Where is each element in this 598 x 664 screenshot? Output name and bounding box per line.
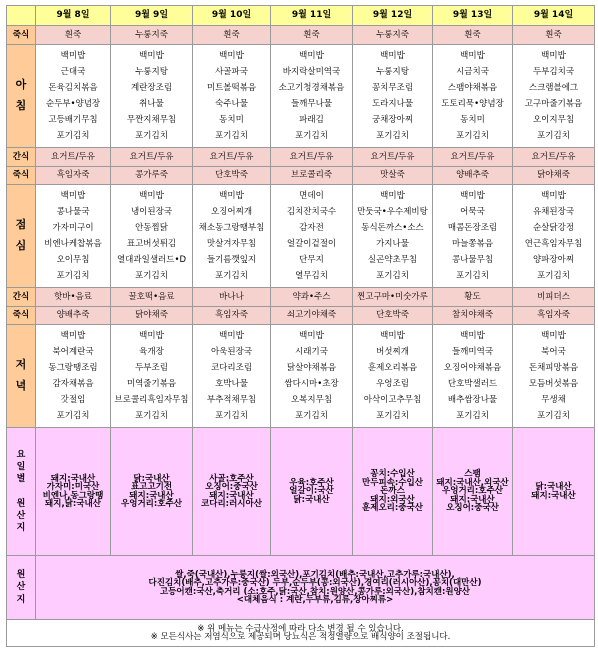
menu-item: 파래김 [299,115,324,125]
menu-item: 동치미 [219,115,244,125]
menu-item: 돈채피망볶음 [528,363,579,373]
origin-line: 우엉거리:호주산 [442,486,503,497]
origin-line: 사골:호주산 [209,473,254,484]
menu-item: 포기김치 [135,131,168,141]
afternoon-snack-cell: 핫바•음료 [36,288,111,307]
morning-snack-cell: 요거트/두유 [193,148,271,167]
dinner-porridge-cell: 단호박죽 [353,307,433,325]
lunch-menu-cell [193,185,271,288]
menu-item: 실곤약초무침 [367,255,418,265]
menu-sheet [6,5,594,647]
lunch-porridge-cell: 브로콜리죽 [271,167,353,185]
menu-item: 포기김치 [56,131,90,141]
dinner-menu-cell [111,325,193,428]
menu-item: 순두부•양념장 [45,99,101,109]
breakfast-menu-cell [111,45,193,148]
menu-item: 백미밥 [60,331,86,341]
dinner-porridge-cell: 닭야채죽 [111,307,193,325]
menu-item: 계란장조림 [130,83,173,93]
menu-item: 콩나물무침 [451,255,494,265]
menu-item: 포기김치 [376,271,409,281]
menu-item: 도토리묵•양념장 [441,99,504,109]
lunch-porridge-label: 죽식 [7,167,36,185]
menu-item: 단호박샐러드 [447,379,498,389]
menu-item: 백미밥 [299,51,324,61]
day-header: 9월 12일 [353,6,433,26]
afternoon-snack-cell: 황도 [433,288,513,307]
menu-item: 마늘쫑볶음 [451,239,494,249]
daily-origin-cell [36,428,111,556]
dinner-label: 저 녁 [7,325,36,428]
afternoon-snack-label: 간식 [7,288,36,307]
menu-item: 만둣국•우수제비탕 [357,207,428,217]
menu-item: 백미밥 [219,51,244,61]
morning-snack-cell: 요거트/두유 [353,148,433,167]
origin-line: 비엔나,동그랑땡 [42,490,104,501]
breakfast-menu-cell [433,45,513,148]
global-origin-line: <대체음식 : 계란,두부류,김류,장아찌류> [236,595,394,605]
origin-line: 돼지:국내산 [209,490,254,501]
global-origin-label: 원 산 지 [7,556,36,620]
menu-item: 감자채볶음 [52,379,94,389]
menu-item: 포기김치 [215,271,248,281]
menu-item: 숙주나물 [215,99,248,109]
menu-item: 무짠지채무침 [126,115,177,125]
origin-line: 오징어:중국산 [446,503,499,514]
header-row [7,6,595,26]
daily-origin-cell [513,428,595,556]
dinner-menu-cell [433,325,513,428]
origin-line: 코다리:러시아산 [201,499,262,509]
menu-item: 북어계란국 [52,347,94,357]
menu-item: 채소동그랑땡부침 [198,223,265,233]
menu-item: 백미밥 [60,51,86,61]
breakfast-label: 아 침 [7,45,36,148]
dinner-menu-cell [353,325,433,428]
breakfast-porridge-cell: 누룽지죽 [111,26,193,45]
menu-item: 감자전 [299,223,324,233]
menu-item: 포기김치 [295,131,328,141]
morning-snack-cell: 요거트/두유 [513,148,595,167]
afternoon-snack-cell: 약과•주스 [271,288,353,307]
origin-line: 돼지:국내산 [129,490,174,501]
breakfast-menu-cell [36,45,111,148]
notes-cell [7,620,595,647]
menu-item: 오복지무침 [290,395,333,405]
menu-item: 북어국 [541,347,566,357]
menu-item: 포기김치 [135,411,168,421]
menu-item: 오징어찌개 [210,207,253,217]
menu-item: 백미밥 [541,191,566,201]
menu-item: 코다리조림 [210,363,253,373]
menu-item: 포기김치 [295,411,328,421]
menu-item: 포기김치 [456,411,489,421]
menu-item: 누룽지탕 [135,67,168,77]
menu-item: 들깨미역국 [451,347,494,357]
origin-line: 닭:국내산 [535,482,572,492]
menu-item: 동치미 [460,115,485,125]
morning-snack-cell: 요거트/두유 [433,148,513,167]
menu-item: 얼갈이겉절이 [286,239,337,249]
menu-item: 안동찜닭 [135,223,168,233]
menu-item: 동그랑땡조림 [48,363,98,373]
origin-line: 돼지:국내산,외국산 [436,477,509,488]
menu-item: 미트볼떡볶음 [206,83,257,93]
menu-item: 스크램블에그 [528,83,579,93]
lunch-porridge-cell: 흑임자죽 [36,167,111,185]
menu-item: 포기김치 [537,131,570,141]
menu-item: 열무김치 [295,271,328,281]
menu-item: 쌈다시마•초장 [284,379,339,389]
menu-item: 포기김치 [215,131,248,141]
menu-item: 바지락살미역국 [282,67,341,77]
menu-item: 시래기국 [295,347,328,357]
menu-item: 사골파국 [215,67,248,77]
menu-item: 모듬버섯볶음 [528,379,579,389]
lunch-porridge-cell: 양배추죽 [433,167,513,185]
menu-item: 백미밥 [380,331,405,341]
lunch-menu-cell [353,185,433,288]
menu-item: 도라지나물 [371,99,414,109]
menu-item: 백미밥 [380,51,405,61]
origin-line: 꽁치:수입산 [370,469,415,480]
origin-line: 가자미:미국산 [46,482,100,492]
menu-item: 백미밥 [139,191,164,201]
breakfast-menu-cell [271,45,353,148]
morning-snack-cell: 요거트/두유 [36,148,111,167]
breakfast-porridge-cell: 흰죽 [513,26,595,45]
menu-item: 포기김치 [215,411,248,421]
menu-item: 백미밥 [460,331,485,341]
origin-line: 스팸 [464,469,481,480]
breakfast-menu-cell [193,45,271,148]
day-header: 9월 13일 [433,6,513,26]
menu-item: 돈육김치볶음 [48,83,98,93]
menu-item: 포기김치 [376,411,409,421]
menu-item: 포기김치 [456,271,489,281]
origin-line: 돼지:국내산 [450,494,495,505]
menu-item: 표고버섯튀김 [126,239,177,249]
menu-item: 고구마줄기볶음 [524,99,583,109]
menu-item: 가자미구이 [52,223,94,233]
daily-origin-cell [193,428,271,556]
menu-item: 갓절임 [60,395,86,405]
menu-item: 포기김치 [135,271,168,281]
daily-origin-cell [433,428,513,556]
menu-item: 시금치국 [456,67,489,77]
day-header: 9월 10일 [193,6,271,26]
lunch-menu-cell [433,185,513,288]
daily-origin-row [7,428,595,556]
breakfast-porridge-cell: 흰죽 [193,26,271,45]
breakfast-porridge-cell: 누룽지죽 [353,26,433,45]
day-header: 9월 9일 [111,6,193,26]
breakfast-menu-cell [353,45,433,148]
notes-row [7,620,595,647]
dinner-menu-cell [193,325,271,428]
menu-item: 두부김치국 [532,67,575,77]
menu-item: 오징어야채볶음 [443,363,502,373]
menu-item: 백미밥 [541,331,566,341]
menu-item: 육개장 [139,347,164,357]
menu-item: 아삭이고추무침 [363,395,422,405]
afternoon-snack-cell: 꿀호떡•음료 [111,288,193,307]
breakfast-row [7,45,595,148]
menu-item: 냉이된장국 [130,207,173,217]
menu-item: 오이무침 [56,255,90,265]
lunch-menu-cell [36,185,111,288]
dinner-menu-cell [271,325,353,428]
lunch-menu-cell [111,185,193,288]
origin-line: 돼지,닭:국내산 [45,499,101,509]
breakfast-porridge-label: 죽식 [7,26,36,45]
global-origin-cell [36,556,595,620]
note-line: ※ 모든식사는 저염식으로 제공되며 당뇨식은 적정열량으로 배식양이 조절됩니다. [150,632,451,642]
lunch-porridge-cell: 콩가루죽 [111,167,193,185]
menu-item: 백미밥 [60,191,86,201]
menu-item: 들깨무나물 [290,99,333,109]
origin-line: 얼갈이:국산 [289,486,334,497]
origin-line: 오징어:중국산 [205,482,258,492]
menu-item: 백미밥 [380,191,405,201]
menu-item: 누룽지탕 [376,67,409,77]
menu-item: 취나물 [139,99,164,109]
dinner-menu-cell [513,325,595,428]
dinner-row [7,325,595,428]
menu-item: 근대국 [60,67,86,77]
dinner-porridge-cell: 흑임자죽 [513,307,595,325]
menu-item: 백미밥 [139,331,164,341]
global-origin-line: 고등어캔:국산,축거리 (소:호주,닭:국산,참치:원양산,콩가루:외국산),참치캔:원양산 [159,586,471,597]
lunch-menu-cell [513,185,595,288]
lunch-porridge-cell: 단호박죽 [193,167,271,185]
menu-item: 포기김치 [376,131,409,141]
menu-item: 오이지무침 [532,115,575,125]
menu-item: 두부조림 [135,363,168,373]
dinner-porridge-row [7,307,595,325]
menu-item: 백미밥 [299,331,324,341]
origin-line: 돼지:외국산 [370,494,415,505]
menu-item: 브로콜리흑임자무침 [114,395,189,405]
morning-snack-cell: 요거트/두유 [111,148,193,167]
day-header: 9월 11일 [271,6,353,26]
menu-item: 유채된장국 [532,207,575,217]
menu-item: 포기김치 [537,271,570,281]
menu-item: 매콤돈장조림 [447,223,498,233]
morning-snack-cell: 요거트/두유 [271,148,353,167]
menu-item: 무생채 [541,395,566,405]
origin-line: 만두피속:수입산 [362,477,423,488]
menu-item: 백미밥 [139,51,164,61]
origin-line: 닭:국내산 [133,473,170,484]
afternoon-snack-cell: 비피더스 [513,288,595,307]
menu-item: 백미밥 [219,331,244,341]
menu-item: 단무지 [299,255,324,265]
origin-line: 돈까스 [380,486,405,497]
note-line: ※ 위 메뉴는 수급사정에 따라 다소 변경 될 수 있습니다. [197,623,404,634]
menu-item: 배추쌈장나물 [447,395,498,405]
menu-item: 콩나물국 [56,207,90,217]
menu-item: 호박나물 [215,379,248,389]
origin-line: 돼지:국내산 [531,490,576,501]
menu-item: 가지나물 [376,239,409,249]
menu-item: 들기름깻잎지 [206,255,257,265]
global-origin-row [7,556,595,620]
menu-item: 백미밥 [460,191,485,201]
breakfast-porridge-row [7,26,595,45]
lunch-porridge-cell: 맛살죽 [353,167,433,185]
origin-line: 우육:호주산 [289,477,334,488]
menu-item: 미역줄기볶음 [126,379,177,389]
menu-item: 훈제오리볶음 [367,363,418,373]
breakfast-porridge-cell: 흰죽 [36,26,111,45]
menu-item: 포기김치 [56,411,90,421]
menu-item: 양파장아찌 [532,255,575,265]
afternoon-snack-row [7,288,595,307]
breakfast-menu-cell [513,45,595,148]
dinner-porridge-cell: 흑임자죽 [193,307,271,325]
lunch-porridge-cell: 닭야채죽 [513,167,595,185]
origin-line: 훈제오리:중국산 [362,503,423,514]
menu-item: 부추적채무침 [206,395,257,405]
dinner-porridge-cell: 양배추죽 [36,307,111,325]
afternoon-snack-cell: 찐고구마•미숫가루 [353,288,433,307]
menu-item: 닭살야채볶음 [286,363,337,373]
menu-item: 포기김치 [56,271,90,281]
menu-item: 어묵국 [460,207,485,217]
menu-item: 궁채장아찌 [371,115,414,125]
menu-item: 열대과일샐러드•D [116,255,187,265]
menu-item: 버섯찌개 [376,347,409,357]
daily-origin-label: 요 일 별 원 산 지 [7,428,36,556]
origin-line: 닭:국내산 [293,494,330,505]
menu-item: 고등배기무침 [48,115,98,125]
global-origin-line: 쌀,죽(국내산),누룽지(쌀:외국산),포기김치(배추:국내산,고추가루:국내산), [175,569,455,580]
menu-item: 백미밥 [541,51,566,61]
menu-item: 맛살겨자무침 [206,239,257,249]
afternoon-snack-cell: 바나나 [193,288,271,307]
global-origin-line: 다진김치(배추,고추가루:중국산) 두부,순두부(콩:외국산),경여리(러시아산),꽁치(대만산) [148,578,482,588]
day-header: 9월 14일 [513,6,595,26]
breakfast-porridge-cell: 흰죽 [271,26,353,45]
corner-cell [7,6,36,26]
morning-snack-row [7,148,595,167]
dinner-porridge-label: 죽식 [7,307,36,325]
menu-item: 꽁치무조림 [371,83,414,93]
menu-item: 비엔나케찹볶음 [44,239,102,249]
menu-item: 소고기청경채볶음 [278,83,345,93]
menu-item: 면데이 [299,191,324,201]
origin-line: 표고고기전 [130,482,173,492]
morning-snack-label: 간식 [7,148,36,167]
menu-item: 연근흑임자무침 [524,239,583,249]
lunch-label: 점 심 [7,185,36,288]
daily-origin-cell [111,428,193,556]
menu-item: 순살닭강정 [532,223,575,233]
daily-origin-cell [271,428,353,556]
menu-item: 스팸야채볶음 [447,83,498,93]
menu-item: 우엉조림 [376,379,409,389]
menu-item: 아욱된장국 [210,347,253,357]
menu-item: 김치잔치국수 [286,207,337,217]
lunch-menu-cell [271,185,353,288]
day-header: 9월 8일 [36,6,111,26]
menu-item: 백미밥 [460,51,485,61]
menu-item: 포기김치 [537,411,570,421]
origin-line: 우엉거리:호주산 [121,499,182,509]
origin-line: 돼지:국내산 [50,473,96,484]
weekly-menu-table [6,5,595,647]
dinner-menu-cell [36,325,111,428]
menu-item: 백미밥 [219,191,244,201]
menu-item: 동식돈까스•소스 [361,223,424,233]
lunch-row [7,185,595,288]
lunch-porridge-row [7,167,595,185]
dinner-porridge-cell: 참치야채죽 [433,307,513,325]
dinner-porridge-cell: 쇠고기야채죽 [271,307,353,325]
breakfast-porridge-cell: 흰죽 [433,26,513,45]
menu-item: 포기김치 [456,131,489,141]
daily-origin-cell [353,428,433,556]
